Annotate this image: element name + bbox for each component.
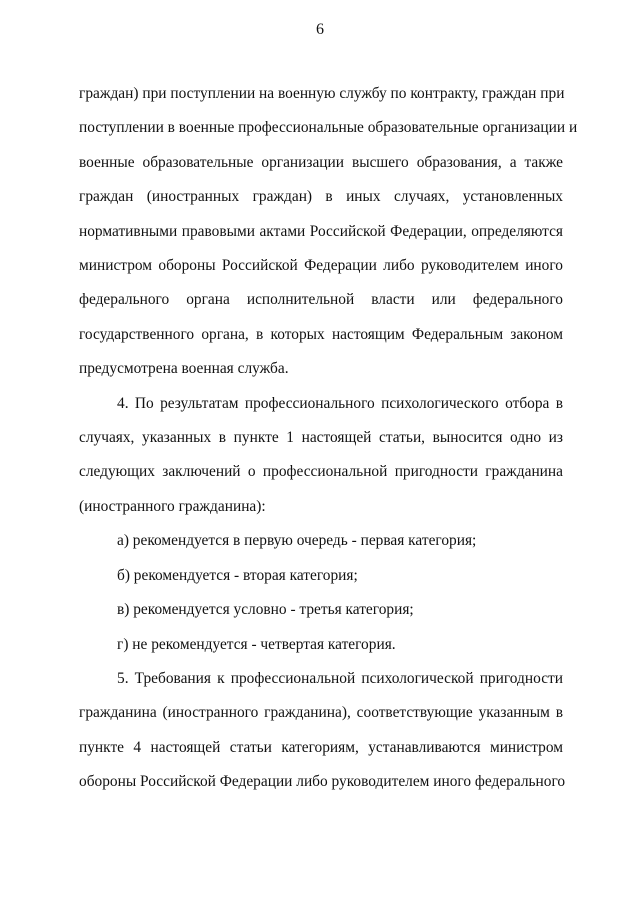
text-line: федерального органа исполнительной власти или федерального: [79, 291, 563, 309]
text-line: г) не рекомендуется - четвертая категория.: [117, 635, 396, 653]
text-line: граждан (иностранных граждан) в иных случаях, установленных: [79, 188, 563, 206]
text-line: а) рекомендуется в первую очередь - первая категория;: [117, 532, 477, 550]
text-line: гражданина (иностранного гражданина), соответствующие указанным в: [79, 704, 563, 722]
paragraph-p-cont: [79, 77, 578, 387]
paragraph-p-b: [79, 559, 563, 593]
paragraph-p-v: [79, 593, 563, 627]
paragraph-p-4: [79, 387, 563, 525]
text-line: государственного органа, в которых настоящим Федеральным законом: [79, 325, 563, 343]
paragraph-p-a: [79, 524, 563, 558]
text-line: случаях, указанных в пункте 1 настоящей статьи, выносится одно из: [79, 429, 563, 447]
page-number: 6: [316, 21, 324, 38]
text-line: нормативными правовыми актами Российской Федерации, определяются: [79, 222, 563, 240]
text-line: 4. По результатам профессионального психологического отбора в: [117, 394, 563, 412]
text-line: поступлении в военные профессиональные образовательные организации и: [79, 119, 578, 137]
paragraph-p-5: [79, 662, 566, 800]
text-line: министром обороны Российской Федерации либо руководителем иного: [79, 257, 563, 275]
document-body: [79, 77, 578, 800]
text-line: (иностранного гражданина):: [79, 497, 266, 515]
text-line: следующих заключений о профессиональной пригодности гражданина: [79, 463, 563, 481]
text-line: граждан) при поступлении на военную службу по контракту, граждан при: [79, 85, 565, 102]
text-line: 5. Требования к профессиональной психологической пригодности: [117, 669, 563, 687]
text-line: военные образовательные организации высшего образования, а также: [79, 153, 563, 171]
text-line: пункте 4 настоящей статьи категориям, устанавливаются министром: [79, 738, 563, 756]
text-line: б) рекомендуется - вторая категория;: [117, 566, 358, 584]
paragraph-p-g: [79, 628, 563, 662]
text-line: предусмотрена военная служба.: [79, 360, 289, 378]
text-line: в) рекомендуется условно - третья категория;: [117, 601, 414, 619]
text-line: обороны Российской Федерации либо руководителем иного федерального: [79, 773, 566, 791]
